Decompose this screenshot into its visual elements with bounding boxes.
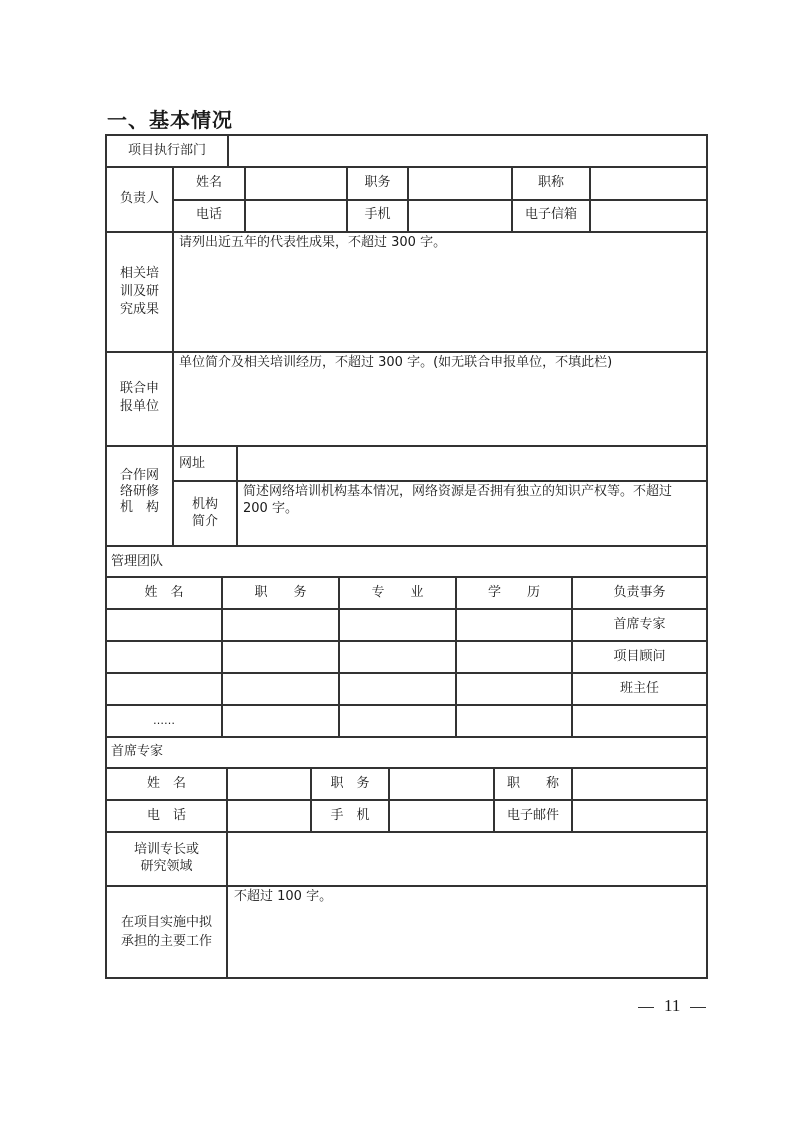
leader-label: 负责人 <box>119 191 159 206</box>
col-divider <box>589 166 591 231</box>
joint-unit-label-line: 报单位 <box>119 399 159 414</box>
achievements-hint: 请列出近五年的代表性成果，不超过 300 字。 <box>179 235 447 250</box>
row-divider <box>105 231 708 233</box>
dept-field[interactable] <box>230 137 705 165</box>
chief-title-label: 职 称 <box>506 776 559 791</box>
partner-label-line: 络研修 <box>119 484 159 499</box>
team-cell-education[interactable] <box>457 712 571 734</box>
row-divider <box>172 199 707 201</box>
chief-mobile-label: 手 机 <box>330 808 370 823</box>
dash-left <box>638 1007 654 1008</box>
col-divider <box>407 166 409 231</box>
team-header-duty: 负责事务 <box>613 585 666 600</box>
table-border-bottom <box>105 977 708 979</box>
team-cell-duty: 项目顾问 <box>613 649 666 664</box>
chief-phone-label: 电 话 <box>146 808 186 823</box>
joint-unit-field[interactable] <box>179 354 704 443</box>
team-cell-education[interactable] <box>457 616 571 638</box>
team-header-education: 学 历 <box>487 585 540 600</box>
chief-expertise-label-line: 培训专长或 <box>133 842 199 857</box>
leader-mobile-field[interactable] <box>410 202 510 230</box>
team-cell-education[interactable] <box>457 680 571 702</box>
dept-label: 项目执行部门 <box>127 143 206 158</box>
chief-position-field[interactable] <box>391 770 492 798</box>
leader-email-field[interactable] <box>592 202 705 230</box>
partner-label <box>107 468 172 516</box>
row-divider <box>105 799 708 801</box>
partner-url-label: 网址 <box>179 456 206 471</box>
col-divider <box>236 445 238 545</box>
chief-expert-label: 首席专家 <box>111 744 164 759</box>
achievements-label-line: 究成果 <box>119 302 159 317</box>
row-divider <box>105 545 708 547</box>
team-cell-major[interactable] <box>340 712 455 734</box>
chief-expertise-label-line: 研究领域 <box>140 859 193 874</box>
team-cell-duty: 首席专家 <box>613 617 666 632</box>
leader-email-label: 电子信箱 <box>524 207 577 222</box>
table-border-top <box>105 134 708 136</box>
leader-title-field[interactable] <box>592 169 705 198</box>
team-cell-major[interactable] <box>340 680 455 702</box>
team-cell-position[interactable] <box>223 680 338 702</box>
partner-intro-field[interactable] <box>243 483 705 543</box>
chief-email-label: 电子邮件 <box>506 808 559 823</box>
joint-unit-hint: 单位简介及相关培训经历，不超过 300 字。(如无联合申报单位，不填此栏) <box>179 355 613 370</box>
leader-phone-field[interactable] <box>247 202 345 230</box>
chief-email-field[interactable] <box>574 802 705 830</box>
row-divider <box>105 885 708 887</box>
team-cell-position[interactable] <box>223 616 338 638</box>
chief-mobile-field[interactable] <box>391 802 492 830</box>
team-cell-name[interactable]: …… <box>153 714 175 727</box>
section-title: 一、基本情况 <box>107 108 233 132</box>
achievements-field[interactable] <box>179 234 704 349</box>
dash-right <box>690 1007 706 1008</box>
leader-name-label: 姓名 <box>195 175 222 190</box>
team-label: 管理团队 <box>111 554 164 569</box>
team-header-name: 姓 名 <box>144 585 184 600</box>
partner-intro-label-line: 简介 <box>191 514 218 529</box>
team-cell-education[interactable] <box>457 648 571 670</box>
row-divider <box>105 351 708 353</box>
achievements-label-line: 相关培 <box>119 266 159 281</box>
table-border-right <box>706 134 708 979</box>
chief-title-field[interactable] <box>574 770 705 798</box>
team-cell-name[interactable] <box>107 680 221 702</box>
col-divider <box>227 134 229 167</box>
page-number: 11 <box>664 996 681 1015</box>
col-divider <box>226 767 228 978</box>
page-footer <box>628 996 716 1016</box>
leader-title-label: 职称 <box>537 175 564 190</box>
row-divider <box>105 672 708 674</box>
team-header-major: 专 业 <box>371 585 424 600</box>
partner-url-field[interactable] <box>239 448 705 479</box>
leader-position-field[interactable] <box>410 169 510 198</box>
joint-unit-label-line: 联合申 <box>119 381 159 396</box>
team-cell-duty[interactable] <box>573 712 706 734</box>
team-cell-position[interactable] <box>223 712 338 734</box>
chief-position-label: 职 务 <box>330 776 370 791</box>
col-divider <box>571 767 573 832</box>
row-divider <box>172 480 707 482</box>
team-cell-major[interactable] <box>340 616 455 638</box>
leader-mobile-label: 手机 <box>364 207 391 222</box>
row-divider <box>105 704 708 706</box>
partner-intro-label <box>174 496 236 530</box>
chief-name-label: 姓 名 <box>146 776 186 791</box>
row-divider <box>105 831 708 833</box>
partner-label-line: 合作网 <box>119 468 159 483</box>
chief-phone-field[interactable] <box>229 802 309 830</box>
chief-work-label-line: 承担的主要工作 <box>120 934 212 949</box>
chief-work-field[interactable] <box>234 888 704 976</box>
chief-expertise-field[interactable] <box>229 834 705 884</box>
partner-label-line: 机 构 <box>119 500 159 515</box>
leader-phone-label: 电话 <box>195 207 222 222</box>
chief-work-hint: 不超过 100 字。 <box>234 889 333 904</box>
team-cell-position[interactable] <box>223 648 338 670</box>
team-cell-major[interactable] <box>340 648 455 670</box>
col-divider <box>388 767 390 832</box>
partner-intro-label-line: 机构 <box>191 497 218 512</box>
joint-unit-label <box>107 380 172 416</box>
row-divider <box>105 608 708 610</box>
leader-name-field[interactable] <box>247 169 345 198</box>
achievements-label <box>107 265 172 319</box>
row-divider <box>105 640 708 642</box>
chief-work-label-line: 在项目实施中拟 <box>120 915 212 930</box>
chief-expertise-label <box>107 841 226 875</box>
partner-intro-hint-line: 200 字。 <box>243 501 298 516</box>
row-divider <box>105 767 708 769</box>
row-divider <box>105 576 708 578</box>
achievements-label-line: 训及研 <box>119 284 159 299</box>
leader-position-label: 职务 <box>364 175 391 190</box>
chief-name-field[interactable] <box>229 770 309 798</box>
partner-intro-hint-line: 简述网络培训机构基本情况，网络资源是否拥有独立的知识产权等。不超过 <box>243 484 673 499</box>
team-cell-name[interactable] <box>107 648 221 670</box>
col-divider <box>244 166 246 231</box>
team-cell-name[interactable] <box>107 616 221 638</box>
chief-work-label <box>107 913 226 951</box>
row-divider <box>105 445 708 447</box>
team-cell-duty: 班主任 <box>619 681 659 696</box>
team-header-position: 职 务 <box>254 585 307 600</box>
row-divider <box>105 736 708 738</box>
